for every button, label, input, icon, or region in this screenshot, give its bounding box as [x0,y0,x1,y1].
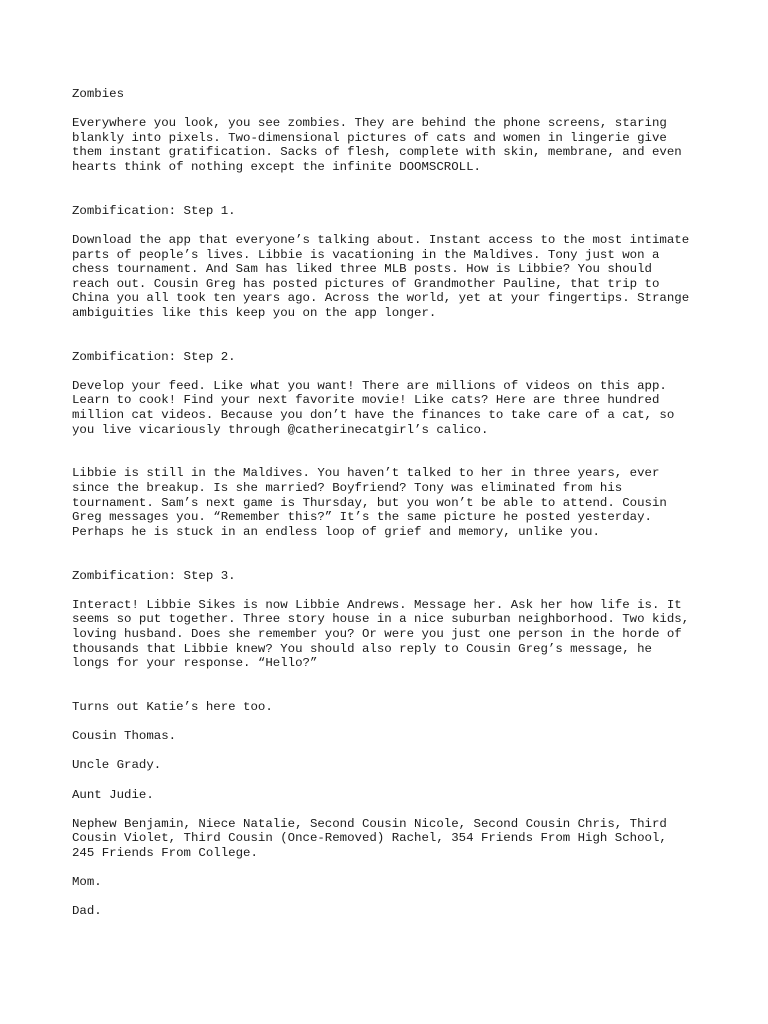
dad-line: Dad. [72,904,102,919]
katie-line: Turns out Katie’s here too. [72,699,273,714]
step2-heading: Zombification: Step 2. [72,349,236,364]
judie-line: Aunt Judie. [72,787,154,802]
document-body [72,87,712,919]
step3-heading: Zombification: Step 3. [72,568,236,583]
relatives-paragraph: Nephew Benjamin, Niece Natalie, Second Cousin Nicole, Second Cousin Chris, Third Cousin Violet, Third Cousin (Once-Removed) Rachel, 354 Friends From High School, 245 Friends From College. [72,816,667,860]
step2-paragraph: Develop your feed. Like what you want! There are millions of videos on this app. Learn to cook! Find your next favorite movie! Like cats? Here are three hundred million cat videos. Because you don’t have the finances to take care of a cat, so you live vicariously through @catherinecatgirl’s calico. [72,378,675,437]
mom-line: Mom. [72,875,102,890]
document-title: Zombies [72,87,125,101]
step1-paragraph: Download the app that everyone’s talking about. Instant access to the most intimate parts of people’s lives. Libbie is vacationing in the Maldives. Tony just won a chess tournament. And Sam has liked three MLB posts. How is Libbie? You should reach out. Cousin Greg has posted pictures of Grandmother Pauline, that trip to China you all took ten years ago. Across the world, yet at your fingertips. Strange ambiguities like this keep you on the app longer. [72,232,690,320]
grady-line: Uncle Grady. [72,758,162,773]
thomas-line: Cousin Thomas. [72,729,177,744]
step1-heading: Zombification: Step 1. [72,203,236,218]
step3-paragraph: Interact! Libbie Sikes is now Libbie Andrews. Message her. Ask her how life is. It seems so put together. Three story house in a nice suburban neighborhood. Two kids, loving husband. Does she remember you? Or were you just one person in the horde of thousands that Libbie knew? You should also reply to Cousin Greg’s message, he longs for your response. “Hello?” [72,597,690,671]
step2-followup-paragraph: Libbie is still in the Maldives. You haven’t talked to her in three years, ever since the breakup. Is she married? Boyfriend? Tony was eliminated from his tournament. Sam’s next game is Thursday, but you won’t be able to attend. Cousin Greg messages you. “Remember this?” It’s the same picture he posted yesterday. Perhaps he is stuck in an endless loop of grief and memory, unlike you. [72,466,667,539]
intro-paragraph: Everywhere you look, you see zombies. They are behind the phone screens, staring blankly into pixels. Two-dimensional pictures of cats and women in lingerie give them instant gratification. Sacks of flesh, complete with skin, membrane, and even hearts think of nothing except the infinite DOOMSCROLL. [72,116,682,174]
